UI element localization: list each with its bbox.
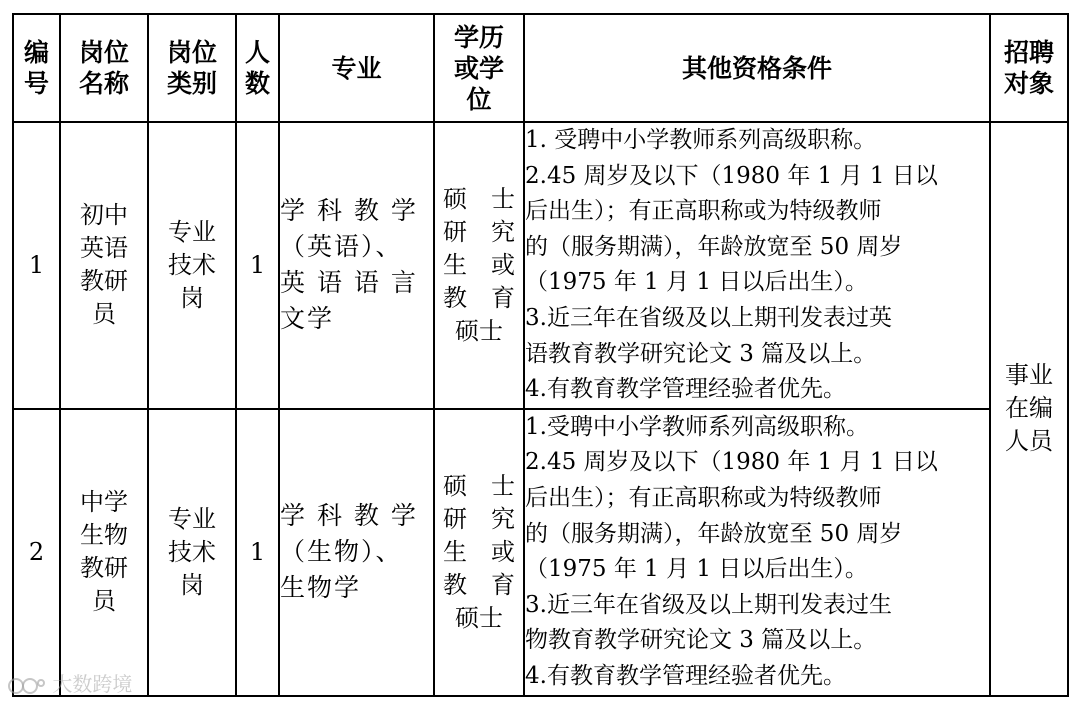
row-no: 2 — [13, 409, 60, 696]
header-target: 招聘 对象 — [990, 14, 1068, 122]
row-conditions: 1.受聘中小学教师系列高级职称。 2.45 周岁及以下（1980 年 1 月 1 日以 后出生）；有正高职称或为特级教师 的（服务期满），年龄放宽至 50 周岁 （1975 年 1 月 1 日以后出生）。 3.近三年在省级及以上期刊发表过生 物教育教学研究论文 3 篇及以上。 4.有教育教学管理经验者优先。 — [524, 409, 990, 696]
header-no: 编 号 — [13, 14, 60, 122]
header-conditions: 其他资格条件 — [524, 14, 990, 122]
header-post-name: 岗位 名称 — [60, 14, 148, 122]
row-post-name: 初中 英语 教研 员 — [60, 122, 148, 409]
recruitment-table — [12, 13, 1069, 697]
row-no: 1 — [13, 122, 60, 409]
row-count: 1 — [236, 409, 279, 696]
target-cell: 事业 在编 人员 — [990, 122, 1068, 696]
row-conditions: 1. 受聘中小学教师系列高级职称。 2.45 周岁及以下（1980 年 1 月 1 日以 后出生）；有正高职称或为特级教师 的（服务期满），年龄放宽至 50 周岁 （1975 年 1 月 1 日以后出生）。 3.近三年在省级及以上期刊发表过英 语教育教学研究论文 3 篇及以上。 4.有教育教学管理经验者优先。 — [524, 122, 990, 409]
row-post-type: 专业 技术 岗 — [148, 409, 236, 696]
header-major: 专业 — [279, 14, 434, 122]
table-row — [13, 122, 1068, 409]
row-post-name: 中学 生物 教研 员 — [60, 409, 148, 696]
header-row — [13, 14, 1068, 122]
row-major: 学 科 教 学 （生物）、 生物学 — [279, 409, 434, 696]
watermark-logo-icon — [8, 675, 46, 697]
row-post-type: 专业 技术 岗 — [148, 122, 236, 409]
row-major: 学 科 教 学 （英语）、 英 语 语 言 文学 — [279, 122, 434, 409]
header-degree: 学历 或学 位 — [434, 14, 524, 122]
watermark-text: 大数跨境 — [52, 672, 133, 696]
row-degree: 硕 士 研 究 生 或 教 育 硕士 — [434, 409, 524, 696]
header-post-type: 岗位 类别 — [148, 14, 236, 122]
header-count: 人 数 — [236, 14, 279, 122]
table-row — [13, 409, 1068, 696]
watermark — [8, 668, 132, 697]
row-count: 1 — [236, 122, 279, 409]
row-degree: 硕 士 研 究 生 或 教 育 硕士 — [434, 122, 524, 409]
